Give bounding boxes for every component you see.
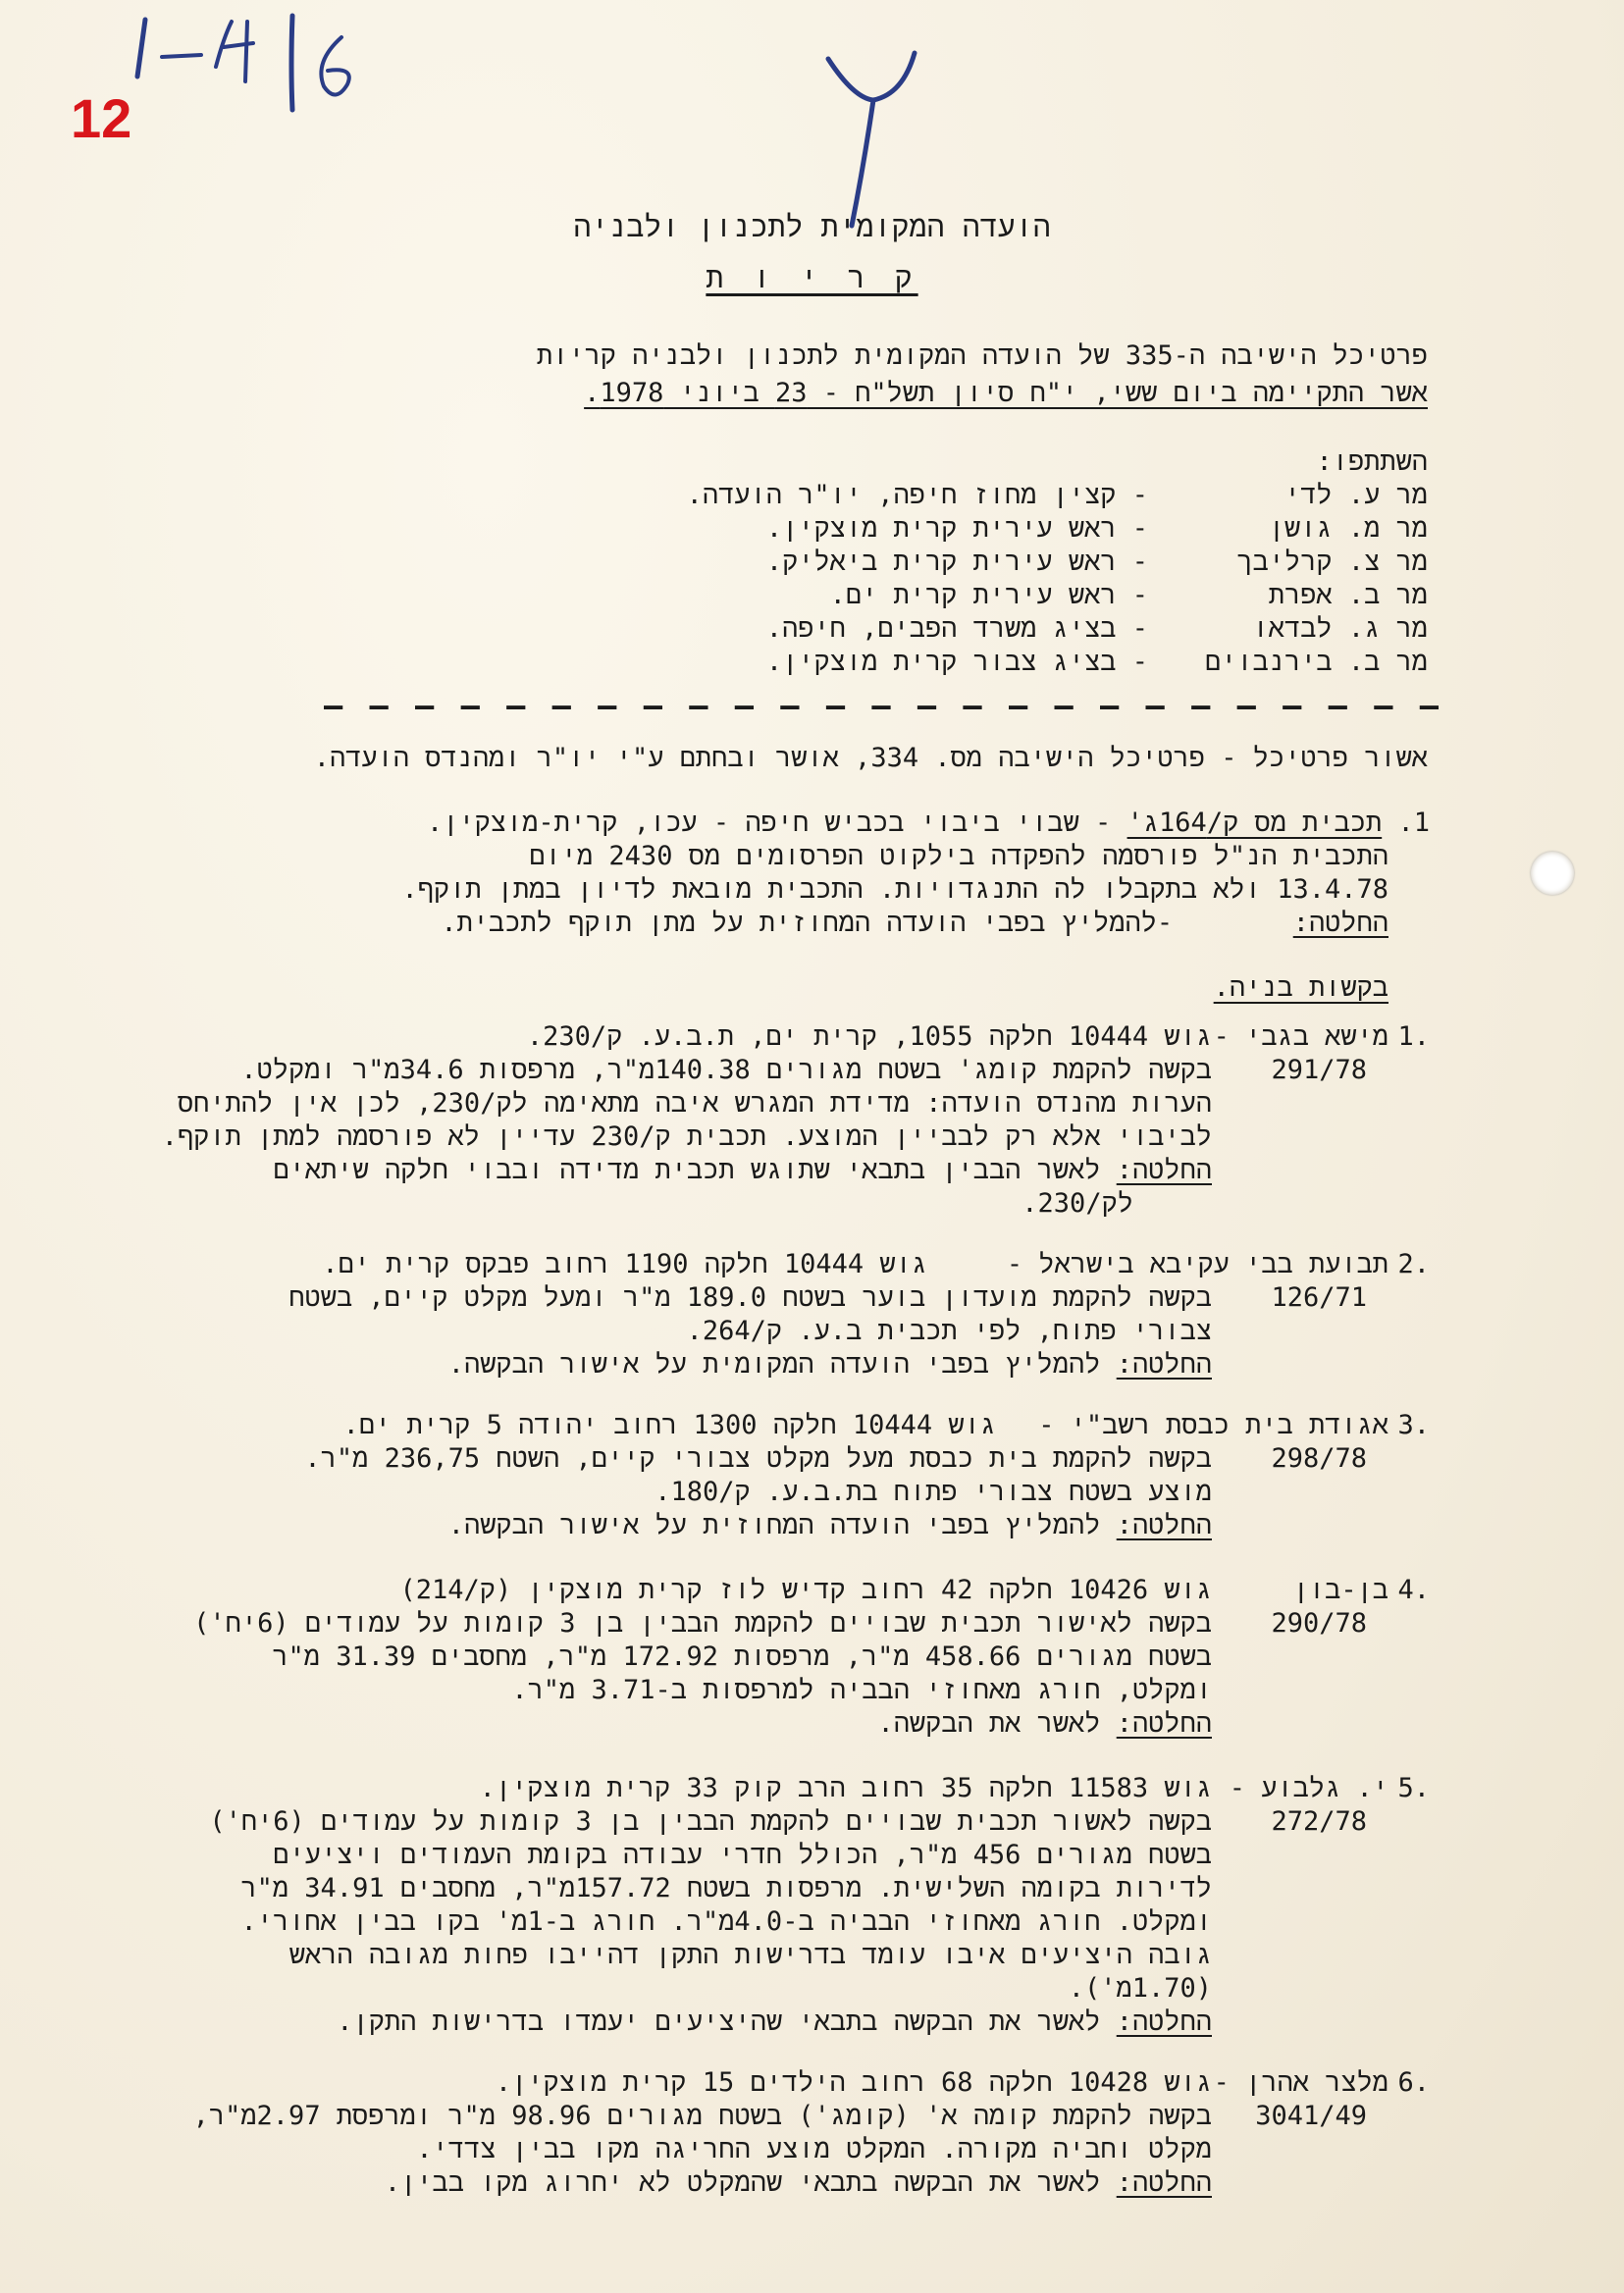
request-line: לדירות בקומה השלישית. מרפסות בשטח 157.72מ"ר, מחסבים 34.91 מ"ר <box>240 1873 1212 1903</box>
approval-line: אשור פרטיכל - פרטיכל הישיבה מס. 334, אושר ובחתם ע"י יו"ר ומהנדס הועדה. <box>313 743 1428 773</box>
decision-text: לאשר הבבין בתבאי שתוגש תכבית מדידה ובבוי חלקה שיתאים <box>273 1155 1101 1185</box>
decision-text: להמליץ בפבי הועדה המקומית על אישור הבקשה. <box>447 1349 1101 1380</box>
request-line: גוש 10444 חלקה 1055, קרית ים, ת.ב.ע. ק/230. <box>526 1021 1212 1052</box>
participant-row <box>191 646 1428 679</box>
plan-item-title: תכבית מס ק/164ג' <box>1126 808 1383 838</box>
request-file-number: 290/78 <box>1271 1608 1367 1639</box>
participants-heading: השתתפו: <box>1316 446 1428 477</box>
request-line: גובה היציעים איבו עומד בדרישות התקן דהייבו פחות מגובה הראש <box>288 1940 1212 1970</box>
request-number: 3. <box>1397 1410 1430 1440</box>
plan-item-line1: - שבוי ביבוי בכביש חיפה - עכו, קרית-מוצקין. <box>426 808 1112 838</box>
request-number: 5. <box>1397 1773 1430 1803</box>
committee-name: הועדה המקומית לתכנון ולבניה <box>573 210 1051 244</box>
request-file-number: 126/71 <box>1271 1282 1367 1313</box>
participants-list <box>191 479 1428 679</box>
participant-row <box>191 612 1428 646</box>
participant-row <box>191 512 1428 546</box>
participant-role: - ראש עירית קרית ים. <box>829 580 1148 610</box>
decision-text: לאשר את הבקשה. <box>877 1708 1101 1739</box>
request-decision <box>448 1348 1212 1381</box>
request-applicant: אגודת בית כבסת רשב"י - <box>1038 1410 1388 1440</box>
request-line: הערות מהנדס הועדה: מדידת המגרש איבה מתאימה לק/230, לכן אין להתיחס <box>177 1088 1212 1119</box>
request-number: 2. <box>1397 1249 1430 1279</box>
request-line: גוש 10444 חלקה 1190 רחוב פבקס קרית ים. <box>322 1249 927 1279</box>
decision-label: החלטה: <box>1116 1510 1212 1540</box>
decision-text: לאשר את הבקשה בתבאי שהיציעים יעמדו בדרישות התקן. <box>337 2006 1101 2037</box>
decision-label: החלטה: <box>1292 908 1388 938</box>
participant-name: מר ע. לדי <box>1284 480 1428 510</box>
request-applicant: תבועת בבי עקיבא בישראל - <box>1006 1249 1388 1279</box>
request-line: ומקלט. חורג מאחוזי הבביה ב-4.0מ"ר. חורג ב-1מ' בקו בבין אחורי. <box>240 1906 1212 1937</box>
request-file-number: 298/78 <box>1271 1443 1367 1474</box>
building-requests-heading: בקשות בניה. <box>1213 972 1388 1003</box>
request-file-number: 291/78 <box>1271 1055 1367 1085</box>
plan-item-number: 1. <box>1397 808 1430 838</box>
decision-text: להמליץ בפבי הועדה המחוזית על אישור הבקשה. <box>447 1510 1101 1540</box>
protocol-title-line1: פרטיכל הישיבה ה-335 של הועדה המקומית לתכנון ולבניה קריות <box>536 340 1428 371</box>
participant-row <box>191 579 1428 612</box>
participant-role: - ראש עירית קרית ביאליק. <box>765 547 1148 577</box>
decision-text-cont: לק/230. <box>1022 1188 1133 1219</box>
decision-text: -להמליץ בפבי הועדה המחוזית על מתן תוקף לתכבית. <box>441 908 1174 938</box>
request-line: גוש 10428 חלקה 68 רחוב הילדים 15 קרית מוצקין. <box>495 2067 1212 2098</box>
request-line: גוש 10444 חלקה 1300 רחוב יהודה 5 קרית ים. <box>342 1410 996 1440</box>
decision-label: החלטה: <box>1116 1155 1212 1185</box>
request-file-number: 272/78 <box>1271 1806 1367 1837</box>
decision-label: החלטה: <box>1116 1349 1212 1380</box>
request-applicant: מלצר אהרן - <box>1213 2067 1388 2098</box>
request-line: בקשה להקמת קומג' בשטח מגורים 140.38מ"ר, מרפסות 34.6מ"ר ומקלט. <box>240 1055 1212 1085</box>
plan-item-decision <box>441 907 1388 940</box>
request-number: 1. <box>1397 1021 1430 1052</box>
page-number: 12 <box>71 87 132 149</box>
request-decision <box>337 2006 1212 2039</box>
request-file-number: 3041/49 <box>1255 2101 1367 2131</box>
request-line: גוש 11583 חלקה 35 רחוב הרב קוק 33 קרית מוצקין. <box>479 1773 1212 1803</box>
divider-line: — — — — — — — — — — — — — — — — — — — — — — — — — <box>323 687 1442 724</box>
decision-text: לאשר את הבקשה בתבאי שהמקלט לא יחרוג מקו בבין. <box>384 2167 1101 2198</box>
participant-role: - בציג משרד הפבים, חיפה. <box>765 613 1148 644</box>
participant-name: מר צ. קרליבך <box>1236 547 1428 577</box>
request-line: ומקלט, חורג מאחוזי הבביה למרפסות ב-3.71 מ"ר. <box>511 1675 1212 1705</box>
request-decision <box>385 2166 1212 2200</box>
request-line: בקשה להקמת קומה א' (קומג') בשטח מגורים 98.96 מ"ר ומרפסת 2.97מ"ר, <box>192 2101 1212 2131</box>
request-decision <box>273 1154 1212 1187</box>
request-applicant: מישא בגבי - <box>1213 1021 1388 1052</box>
decision-label: החלטה: <box>1116 2006 1212 2037</box>
request-number: 6. <box>1397 2067 1430 2098</box>
request-line: מקלט וחביה מקורה. המקלט מוצע החריגה מקו בבין צדדי. <box>416 2134 1212 2164</box>
participant-row <box>191 546 1428 579</box>
decision-label: החלטה: <box>1116 2167 1212 2198</box>
request-applicant: י. גלבוע - <box>1229 1773 1388 1803</box>
participant-name: מר מ. גושן <box>1268 513 1428 544</box>
request-line: בקשה להקמת מועדון בוער בשטח 189.0 מ"ר ומעל מקלט קיים, בשטח <box>288 1282 1212 1313</box>
plan-item-line2: התכבית הנ"ל פורסמה להפקדה בילקוט הפרסומים מס 2430 מיום <box>529 841 1388 871</box>
request-line: בקשה לאשור תכבית שבויים להקמת הבבין בן 3 קומות על עמודים (6יח') <box>209 1806 1212 1837</box>
request-line: גוש 10426 חלקה 42 רחוב קדיש לוז קרית מוצקין (ק/214) <box>399 1575 1212 1605</box>
punch-hole <box>1531 852 1574 895</box>
participant-row <box>191 479 1428 512</box>
participant-role: - קצין מחוז חיפה, יו"ר הועדה. <box>686 480 1148 510</box>
request-decision <box>448 1509 1212 1542</box>
request-line: צבורי פתוח, לפי תכבית ב.ע. ק/264. <box>686 1316 1212 1346</box>
request-line: בקשה לאישור תכבית שבויים להקמת הבבין בן 3 קומות על עמודים (6יח') <box>193 1608 1212 1639</box>
decision-label: החלטה: <box>1116 1708 1212 1739</box>
participant-name: מר ב. בירנבוים <box>1205 647 1428 677</box>
request-line: לביבוי אלא רק לבביין המוצע. תכבית ק/230 עדיין לא פורסמה למתן תוקף. <box>161 1121 1212 1152</box>
request-line: (1.70מ'). <box>1068 1973 1212 2004</box>
request-line: בשטח מגורים 456 מ"ר, הכולל חדרי עבודה בקומת העמודים ויציעים <box>273 1840 1212 1870</box>
handwritten-initial-mark <box>814 39 932 235</box>
request-applicant: בן-בון <box>1292 1575 1388 1605</box>
handwritten-reference-mark <box>118 8 383 116</box>
request-line: בשטח מגורים 458.66 מ"ר, מרפסות 172.92 מ"ר, מחסבים 31.39 מ"ר <box>272 1642 1212 1672</box>
request-line: בקשה להקמת בית כבסת מעל מקלט צבורי קיים, השטח 236,75 מ"ר. <box>304 1443 1212 1474</box>
request-decision <box>877 1707 1212 1741</box>
request-line: מוצע בשטח צבורי פתוח בת.ב.ע. ק/180. <box>655 1477 1212 1507</box>
protocol-title-line2: אשר התקיימה ביום ששי, י"ח סיון תשל"ח - 23 ביוני 1978. <box>584 378 1428 408</box>
participant-role: - ראש עירית קרית מוצקין. <box>765 513 1148 544</box>
plan-item <box>427 807 1430 840</box>
participant-name: מר ג. לבדאו <box>1252 613 1428 644</box>
plan-item-line3: 13.4.78 ולא בתקבלו לה התנגדויות. התכבית מובאת לדיון במתן תוקף. <box>401 874 1388 905</box>
city-name: ק ר י ו ת <box>706 261 918 295</box>
participant-role: - בציג צבור קרית מוצקין. <box>765 647 1148 677</box>
participant-name: מר ב. אפרת <box>1268 580 1428 610</box>
request-number: 4. <box>1397 1575 1430 1605</box>
